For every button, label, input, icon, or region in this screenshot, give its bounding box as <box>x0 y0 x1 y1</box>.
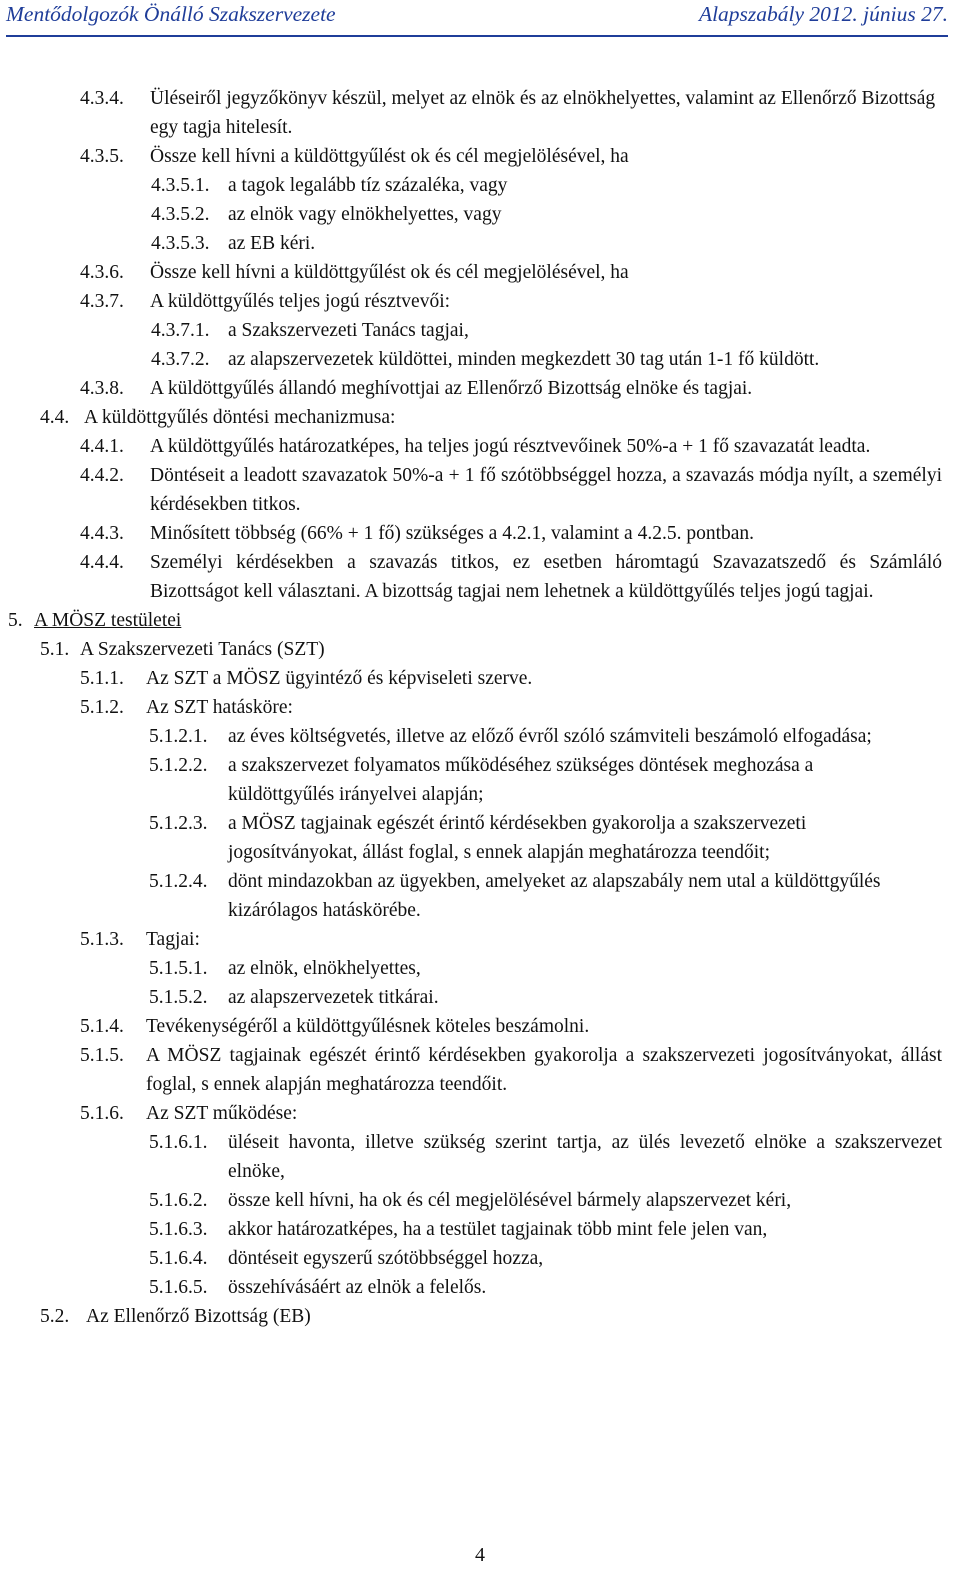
item-number: 4.4.2. <box>80 465 124 486</box>
list-item <box>80 664 960 693</box>
item-text: A küldöttgyűlés teljes jogú résztvevői: <box>150 291 451 312</box>
item-text: A küldöttgyűlés döntési mechanizmusa: <box>84 407 396 428</box>
item-number: 5.1.6.2. <box>149 1190 208 1211</box>
item-text: Minősített többség (66% + 1 fő) szükséges a 4.2.1, valamint a 4.2.5. pontban. <box>150 523 755 544</box>
item-text: A MÖSZ tagjainak egészét érintő kérdésekben gyakorolja a szakszervezeti jogosítványokat, állást foglal, s ennek alapján meghatározza teendőit. <box>146 1045 942 1095</box>
item-number: 5.1.6.3. <box>149 1219 208 1240</box>
header-document-date: Alapszabály 2012. június 27. <box>698 2 948 26</box>
list-item <box>80 1041 942 1099</box>
list-item <box>149 983 960 1012</box>
list-item <box>80 548 942 606</box>
item-text: Üléseiről jegyzőkönyv készül, melyet az elnök és az elnökhelyettes, valamint az Ellenőrző Bizottság egy tagja hitelesít. <box>150 88 936 138</box>
item-text: Az SZT működése: <box>146 1103 298 1124</box>
list-item <box>80 1012 960 1041</box>
item-number: 5.1.6.5. <box>149 1277 208 1298</box>
list-item <box>149 1186 942 1215</box>
item-number: 4.3.7. <box>80 291 124 312</box>
list-item <box>149 1273 960 1302</box>
subsection-heading <box>40 1302 960 1331</box>
list-item <box>80 84 960 142</box>
list-item <box>80 142 960 171</box>
list-item <box>149 867 942 925</box>
item-number: 5.1.5.2. <box>149 987 208 1008</box>
item-number: 4.3.7.1. <box>151 320 210 341</box>
item-number: 4.3.6. <box>80 262 124 283</box>
section-title: A MÖSZ testületei <box>34 610 182 631</box>
item-text: össze kell hívni, ha ok és cél megjelölésével bármely alapszervezet kéri, <box>228 1190 792 1211</box>
list-item <box>149 954 960 983</box>
header-divider <box>6 35 948 37</box>
document-body <box>0 84 960 1331</box>
header-organization: Mentődolgozók Önálló Szakszervezete <box>6 2 336 26</box>
item-text: a Szakszervezeti Tanács tagjai, <box>228 320 469 341</box>
item-number: 4.4.4. <box>80 552 124 573</box>
list-item <box>80 925 960 954</box>
list-item <box>80 693 960 722</box>
list-item <box>149 1244 960 1273</box>
item-text: döntéseit egyszerű szótöbbséggel hozza, <box>228 1248 544 1269</box>
item-number: 5.1.5.1. <box>149 958 208 979</box>
item-text: a tagok legalább tíz százaléka, vagy <box>228 175 508 196</box>
list-item <box>149 809 850 867</box>
list-item <box>80 461 942 519</box>
item-text: Döntéseit a leadott szavazatok 50%-a + 1 fő szótöbbséggel hozza, a szavazás módja nyílt, a személyi kérdésekben titkos. <box>150 465 942 515</box>
list-item <box>80 432 942 461</box>
list-item <box>80 258 960 287</box>
item-text: dönt mindazokban az ügyekben, amelyeket az alapszabály nem utal a küldöttgyűlés kizárólagos hatáskörébe. <box>228 871 881 921</box>
list-item <box>149 751 860 809</box>
list-item <box>151 345 942 374</box>
item-number: 5.1.6.1. <box>149 1132 208 1153</box>
item-text: Az Ellenőrző Bizottság (EB) <box>86 1306 311 1327</box>
item-text: üléseit havonta, illetve szükség szerint tartja, az ülés levezető elnöke a szakszervezet elnöke, <box>228 1132 942 1182</box>
list-item <box>80 287 960 316</box>
list-item <box>80 374 960 403</box>
item-number: 4.3.4. <box>80 88 124 109</box>
item-text: az éves költségvetés, illetve az előző évről szóló számviteli beszámoló elfogadása; <box>228 726 872 747</box>
item-text: az elnök, elnökhelyettes, <box>228 958 421 979</box>
item-text: Személyi kérdésekben a szavazás titkos, ez esetben háromtagú Szavazatszedő és Számláló Bizottságot kell választani. A bizottság tagjai nem lehetnek a küldöttgyűlés teljes jogú tagjai. <box>150 552 942 602</box>
item-number: 5.1.6. <box>80 1103 124 1124</box>
item-text: Össze kell hívni a küldöttgyűlést ok és cél megjelölésével, ha <box>150 262 629 283</box>
item-text: Az SZT hatásköre: <box>146 697 293 718</box>
item-text: Az SZT a MÖSZ ügyintéző és képviseleti szerve. <box>146 668 533 689</box>
item-number: 4.3.5.1. <box>151 175 210 196</box>
section-heading <box>8 606 960 635</box>
item-text: a MÖSZ tagjainak egészét érintő kérdésekben gyakorolja a szakszervezeti jogosítványokat, állást foglal, s ennek alapján meghatározza teendőit; <box>228 813 807 863</box>
item-number: 5.1.6.4. <box>149 1248 208 1269</box>
running-header <box>6 2 948 32</box>
item-number: 4.3.7.2. <box>151 349 210 370</box>
item-number: 4.4.3. <box>80 523 124 544</box>
item-number: 4.3.5. <box>80 146 124 167</box>
list-item <box>151 200 960 229</box>
item-number: 5.1.2.4. <box>149 871 208 892</box>
item-text: az elnök vagy elnökhelyettes, vagy <box>228 204 502 225</box>
item-text: A küldöttgyűlés határozatképes, ha teljes jogú résztvevőinek 50%-a + 1 fő szavazatát leadta. <box>150 436 871 457</box>
list-item <box>151 171 960 200</box>
list-item <box>40 403 960 432</box>
item-number: 5.1.2.3. <box>149 813 208 834</box>
item-number: 5.1. <box>40 639 70 660</box>
item-number: 5.1.1. <box>80 668 124 689</box>
page-number: 4 <box>475 1544 485 1566</box>
item-number: 5.1.5. <box>80 1045 124 1066</box>
item-text: összehívásáért az elnök a felelős. <box>228 1277 487 1298</box>
list-item <box>151 316 960 345</box>
item-number: 4.3.5.3. <box>151 233 210 254</box>
item-text: A küldöttgyűlés állandó meghívottjai az Ellenőrző Bizottság elnöke és tagjai. <box>150 378 753 399</box>
item-text: A Szakszervezeti Tanács (SZT) <box>80 639 325 660</box>
item-text: a szakszervezet folyamatos működéséhez szükséges döntések meghozása a küldöttgyűlés irányelvei alapján; <box>228 755 814 805</box>
item-number: 4.4.1. <box>80 436 124 457</box>
item-number: 5.2. <box>40 1306 70 1327</box>
item-number: 5.1.2. <box>80 697 124 718</box>
item-number: 5.1.2.2. <box>149 755 208 776</box>
item-number: 5.1.4. <box>80 1016 124 1037</box>
item-number: 4.3.5.2. <box>151 204 210 225</box>
list-item <box>149 1215 960 1244</box>
item-text: az alapszervezetek titkárai. <box>228 987 439 1008</box>
item-text: Össze kell hívni a küldöttgyűlést ok és cél megjelölésével, ha <box>150 146 629 167</box>
item-text: az alapszervezetek küldöttei, minden megkezdett 30 tag után 1-1 fő küldött. <box>228 349 820 370</box>
item-text: akkor határozatképes, ha a testület tagjainak több mint fele jelen van, <box>228 1219 768 1240</box>
list-item <box>151 229 960 258</box>
item-text: Tagjai: <box>146 929 200 950</box>
list-item <box>80 1099 960 1128</box>
item-text: Tevékenységéről a küldöttgyűlésnek köteles beszámolni. <box>146 1016 590 1037</box>
item-number: 4.4. <box>40 407 70 428</box>
item-number: 4.3.8. <box>80 378 124 399</box>
item-number: 5.1.2.1. <box>149 726 208 747</box>
item-number: 5.1.3. <box>80 929 124 950</box>
section-number: 5. <box>8 610 23 631</box>
list-item <box>149 1128 942 1186</box>
subsection-heading <box>40 635 960 664</box>
list-item <box>80 519 960 548</box>
list-item <box>149 722 944 751</box>
item-text: az EB kéri. <box>228 233 316 254</box>
